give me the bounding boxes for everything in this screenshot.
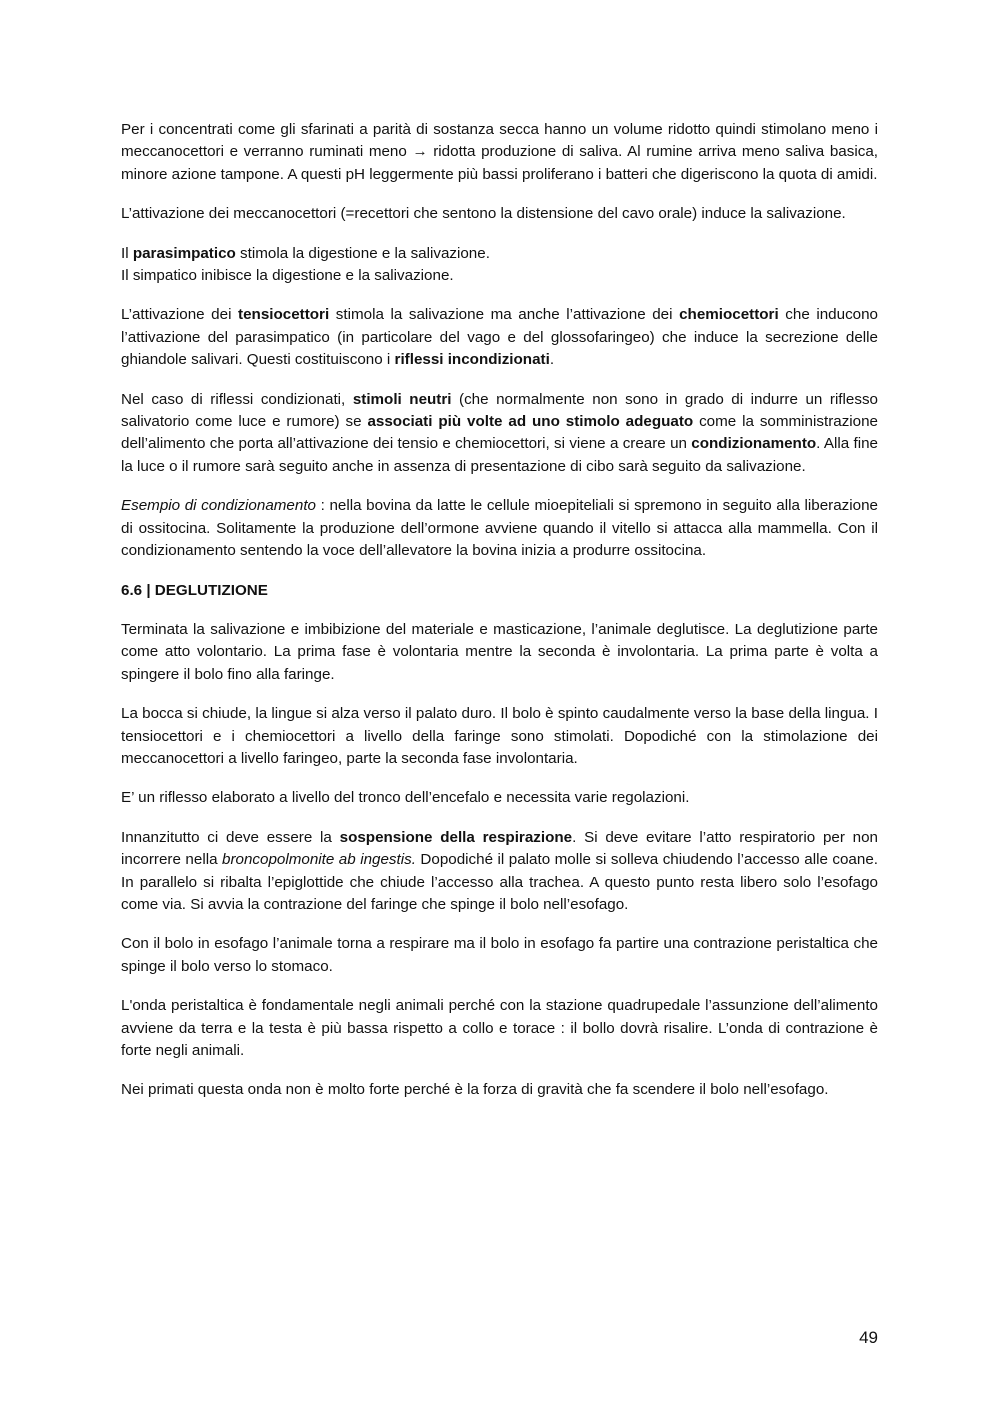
paragraph-tensiocettori	[121, 304, 878, 371]
text-run: .	[549, 351, 555, 369]
paragraph-respirazione	[121, 827, 878, 917]
page-content	[121, 119, 878, 1119]
paragraph-esofago: Con il bolo in esofago l’animale torna a respirare ma il bolo in esofago fa partire una contrazione peristaltica che spinge il bolo verso lo stomaco.	[121, 935, 878, 975]
bold-term: parasimpatico	[132, 244, 236, 262]
text-run: Nel caso di riflessi condizionati,	[121, 390, 353, 408]
section-heading: 6.6 | DEGLUTIZIONE	[121, 581, 268, 599]
italic-term: Esempio di condizionamento	[121, 497, 316, 515]
text-run: . Alla fine la luce o il rumore sarà seguito anche in assenza di presentazione di cibo sarà seguito da salivazione.	[121, 435, 879, 475]
paragraph-meccanocettori: L’attivazione dei meccanocettori (=recettori che sentono la distensione del cavo orale) induce la salivazione.	[121, 205, 846, 223]
text-run: come la somministrazione dell’alimento che porta all’attivazione dei tensio e chemiocettori, si viene a creare un	[121, 413, 879, 453]
text-run: che inducono l’attivazione del parasimpatico (in particolare del vago e del glossofaringeo) che induce la secrezione delle ghiandole salivari. Questi costituiscono i	[121, 306, 879, 369]
page-number: 49	[859, 1328, 878, 1347]
paragraph-esempio-condizionamento	[121, 495, 878, 562]
text-run: . Si deve evitare l’atto respiratorio per non incorrere nella	[121, 828, 878, 869]
text-run: (che normalmente non sono in grado di indurre un riflesso salivatorio come luce e rumore) se	[121, 390, 878, 431]
paragraph-bocca: La bocca si chiude, la lingue si alza verso il palato duro. Il bolo è spinto caudalmente verso la base della lingua. I tensiocettori e i chemiocettori a livello della faringe sono stimolati. Dopodiché con la stimolazione dei meccanocettori a livello faringeo, parte la seconda fase involontaria.	[121, 705, 878, 767]
bold-term: associati più volte ad uno stimolo adeguato	[367, 413, 694, 431]
text-run: L’attivazione dei	[121, 306, 239, 324]
text-run: Il	[121, 244, 133, 262]
text-run: stimola la salivazione ma anche l’attivazione dei	[329, 306, 680, 324]
paragraph-primati: Nei primati questa onda non è molto forte perché è la forza di gravità che fa scendere il bolo nell’esofago.	[121, 1081, 829, 1099]
paragraph-parasimpatico	[121, 243, 878, 265]
text-run: stimola la digestione e la salivazione.	[235, 244, 490, 262]
paragraph-deglutizione-intro: Terminata la salivazione e imbibizione del materiale e masticazione, l’animale deglutisce. La deglutizione parte come atto volontario. La prima fase è volontaria mentre la seconda è involontaria. La prima parte è volta a spingere il bolo fino alla faringe.	[121, 620, 878, 683]
paragraph-concentrati: Per i concentrati come gli sfarinati a parità di sostanza secca hanno un volume ridotto quindi stimolano meno i meccanocettori e verranno ruminati meno → ridotta produzione di saliva. Al rumine arriva meno saliva basica, minore azione tampone. A questi pH leggermente più bassi proliferano i batteri che digeriscono la quota di amidi.	[121, 121, 878, 183]
bold-term: riflessi incondizionati	[394, 351, 550, 369]
bold-term: tensiocettori	[238, 306, 330, 324]
text-run: : nella bovina da latte le cellule mioepiteliali si spremono in seguito alla liberazione di ossitocina. Solitamente la produzione dell’ormone avviene quando il vitello si attacca alla mammella. Con il condizionamento sentendo la voce dell’allevatore la bovina inizia a produrre ossitocina.	[121, 497, 878, 560]
bold-term: sospensione della respirazione	[339, 828, 573, 846]
bold-term: chemiocettori	[679, 306, 779, 324]
text-run: Dopodiché il palato molle si solleva chiudendo l’accesso alle coane. In parallelo si ribalta l’epiglottide che chiude l’accesso alla trachea. A questo punto resta libero solo l’esofago come via. Si avvia la contrazione del faringe che spinge il bolo nell’esofago.	[121, 851, 878, 913]
bold-term: stimoli neutri	[352, 390, 452, 408]
text-run: Innanzitutto ci deve essere la	[121, 828, 340, 846]
paragraph-simpatico: Il simpatico inibisce la digestione e la salivazione.	[121, 267, 454, 285]
paragraph-onda-peristaltica: L'onda peristaltica è fondamentale negli animali perché con la stazione quadrupedale l’assunzione dell’alimento avviene da terra e la testa è più bassa rispetto a collo e torace : il bollo dovrà risalire. L’onda di contrazione è forte negli animali.	[121, 997, 878, 1059]
italic-term: broncopolmonite ab ingestis.	[222, 851, 416, 869]
bold-term: condizionamento	[691, 435, 817, 453]
paragraph-riflessi-condizionati	[121, 389, 878, 479]
paragraph-riflesso: E’ un riflesso elaborato a livello del tronco dell’encefalo e necessita varie regolazioni.	[121, 789, 690, 807]
